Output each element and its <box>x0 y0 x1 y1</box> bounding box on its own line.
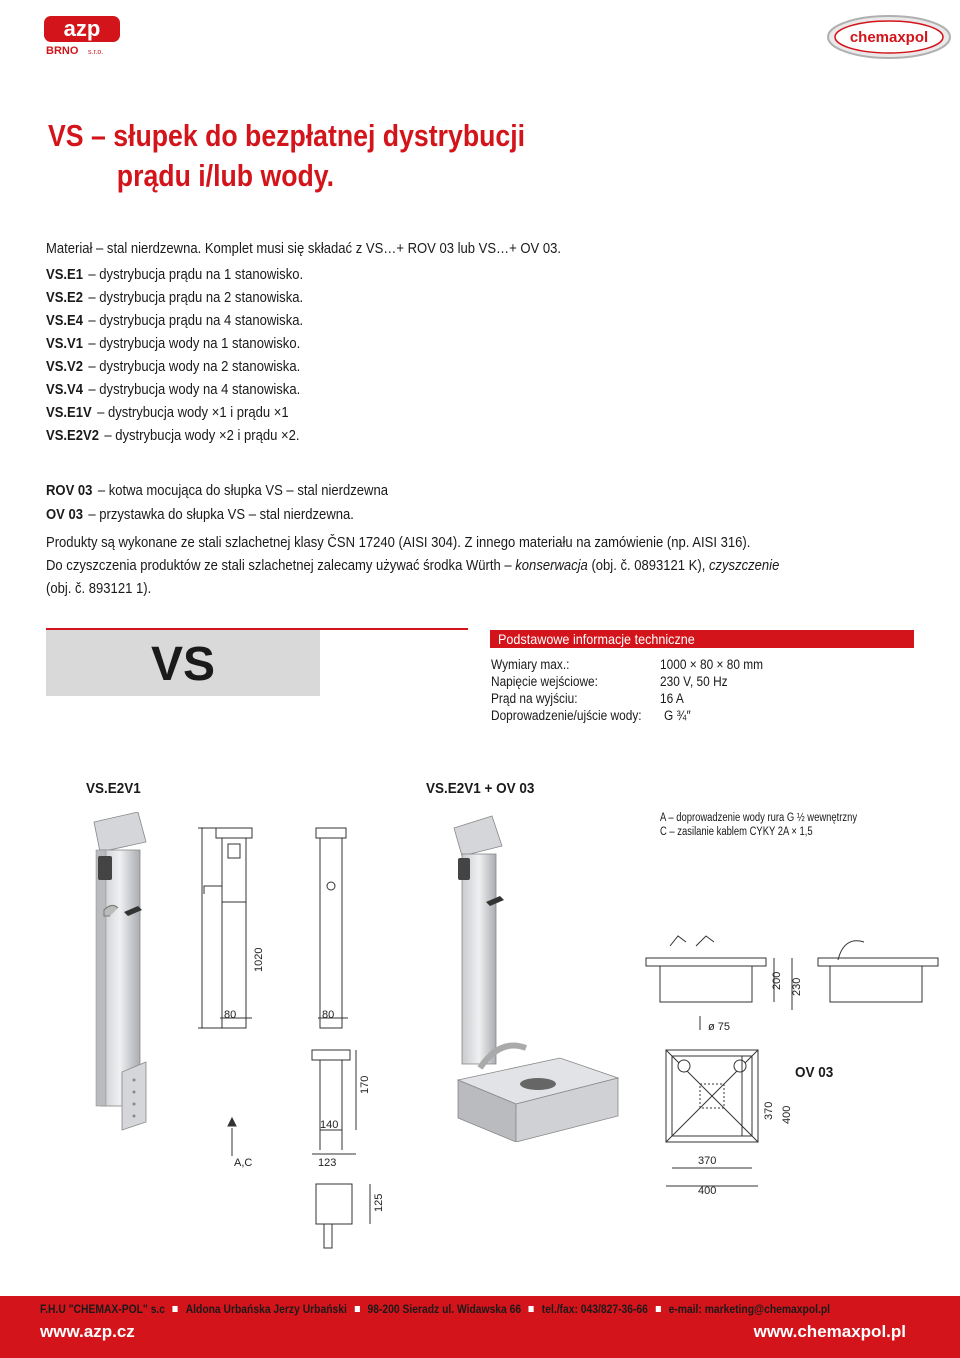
dim-370-v: 370 <box>763 1101 775 1120</box>
chemaxpol-logo-text: chemaxpol <box>849 29 929 46</box>
technical-drawing-basin <box>640 930 940 1205</box>
cleaning-conserve: konserwacja <box>515 558 588 574</box>
material-note: Materiał – stal nierdzewna. Komplet musi się składać z VS…+ ROV 03 lub VS…+ OV 03. <box>46 241 561 257</box>
accessory-desc: – przystawka do słupka VS – stal nierdzewna. <box>88 507 354 523</box>
note-c: C – zasilanie kablem CYKY 2A × 1,5 <box>660 826 813 838</box>
azp-logo-suffix: s.r.o. <box>88 49 104 56</box>
dim-400-h: 400 <box>698 1185 717 1197</box>
variant-item <box>46 287 303 310</box>
info-value-dims: 1000 × 80 × 80 mm <box>660 657 764 672</box>
cleaning-prefix: Do czyszczenia produktów ze stali szlachetnej zalecamy używać środka Würth – <box>46 558 512 574</box>
dim-d75: ø 75 <box>708 1021 731 1033</box>
variant-item <box>46 402 289 425</box>
variant-desc: – dystrybucja wody ×1 i prądu ×1 <box>97 405 289 421</box>
variant-code: VS.V1 <box>46 336 83 352</box>
cleaning-suffix: (obj. č. 893121 1). <box>46 581 152 597</box>
footer-web-right[interactable]: www.chemaxpol.pl <box>753 1322 906 1341</box>
dim-width-1: 80 <box>224 1009 237 1021</box>
variant-desc: – dystrybucja wody na 2 stanowiska. <box>88 359 301 375</box>
products-block <box>46 532 924 601</box>
technical-drawing-pillar <box>180 822 390 1267</box>
variant-desc: – dystrybucja prądu na 4 stanowiska. <box>88 313 304 329</box>
products-note: Produkty są wykonane ze stali szlachetnej klasy ČSN 17240 (AISI 304). Z innego materiału na zamówienie (np. AISI 316). <box>46 535 751 551</box>
dim-230: 230 <box>791 977 803 996</box>
accessory-item <box>46 480 388 503</box>
page-title <box>48 116 525 196</box>
info-value-water: G ¾″ <box>664 708 691 723</box>
variant-desc: – dystrybucja wody na 4 stanowiska. <box>88 382 301 398</box>
variant-item <box>46 379 300 402</box>
info-label-voltage: Napięcie wejściowe: <box>491 674 598 689</box>
dim-400-v: 400 <box>781 1105 793 1124</box>
footer-web-left[interactable]: www.azp.cz <box>40 1322 135 1341</box>
footer-company: F.H.U "CHEMAX-POL" s.c <box>40 1302 166 1316</box>
cleaning-mid: (obj. č. 0893121 K), <box>591 558 706 574</box>
variant-desc: – dystrybucja prądu na 2 stanowiska. <box>88 290 304 306</box>
footer-phone: tel./fax: 043/827-36-66 <box>541 1302 648 1316</box>
title-line-1: VS – słupek do bezpłatnej dystrybucji <box>48 118 526 153</box>
footer-email[interactable]: e-mail: marketing@chemaxpol.pl <box>668 1302 831 1316</box>
info-heading <box>490 630 914 648</box>
bullet-icon <box>656 1306 661 1312</box>
footer-contact <box>40 1302 830 1316</box>
variant-code: VS.V2 <box>46 359 83 375</box>
variant-item <box>46 333 300 356</box>
variant-item <box>46 264 303 287</box>
info-heading-text: Podstawowe informacje techniczne <box>498 631 695 647</box>
accessory-code: ROV 03 <box>46 483 93 499</box>
variant-code: VS.E4 <box>46 313 83 329</box>
dim-123: 123 <box>318 1157 337 1169</box>
dim-170: 170 <box>359 1075 371 1094</box>
info-value-voltage: 230 V, 50 Hz <box>660 674 728 689</box>
dim-200: 200 <box>771 971 783 990</box>
cleaning-clean: czyszczenie <box>708 558 780 574</box>
variant-desc: – dystrybucja prądu na 1 stanowisko. <box>88 267 304 283</box>
variant-item <box>46 310 303 333</box>
accessory-item <box>46 504 354 527</box>
info-label-dims: Wymiary max.: <box>491 657 570 672</box>
cleaning-note <box>46 555 924 578</box>
azp-logo-sub: BRNO <box>46 45 79 56</box>
note-a: A – doprowadzenie wody rura G ½ wewnętrzny <box>660 812 858 824</box>
azp-logo-text: azp <box>63 16 101 41</box>
accessory-code: OV 03 <box>46 507 83 523</box>
dim-140: 140 <box>320 1119 339 1131</box>
title-line-2: prądu i/lub wody. <box>116 158 335 193</box>
basin-illustration <box>440 812 640 1147</box>
variant-code: VS.E2V2 <box>46 428 99 444</box>
accessory-desc: – kotwa mocująca do słupka VS – stal nierdzewna <box>97 483 388 499</box>
info-label-current: Prąd na wyjściu: <box>491 691 578 706</box>
dim-height: 1020 <box>253 947 265 972</box>
variant-desc: – dystrybucja wody na 1 stanowisko. <box>88 336 301 352</box>
bullet-icon <box>529 1306 534 1312</box>
footer-address: 98-200 Sieradz ul. Widawska 66 <box>367 1302 522 1316</box>
variant-desc: – dystrybucja wody ×2 i prądu ×2. <box>104 428 300 444</box>
product-label: VS <box>150 638 216 691</box>
variant-code: VS.V4 <box>46 382 83 398</box>
dim-ac: A,C <box>234 1157 253 1169</box>
variant-code: VS.E1 <box>46 267 83 283</box>
section-ov-title: OV 03 <box>795 1064 834 1081</box>
footer-owners: Aldona Urbańska Jerzy Urbański <box>185 1302 347 1316</box>
pillar-illustration <box>82 812 172 1137</box>
dim-125: 125 <box>373 1193 385 1212</box>
variant-code: VS.E2 <box>46 290 83 306</box>
variant-code: VS.E1V <box>46 405 92 421</box>
bullet-icon <box>173 1306 178 1312</box>
section-left-title: VS.E2V1 <box>86 780 141 797</box>
dim-370-h: 370 <box>698 1155 717 1167</box>
bullet-icon <box>355 1306 360 1312</box>
variant-item <box>46 425 300 448</box>
variant-item <box>46 356 300 379</box>
chemaxpol-logo <box>826 14 952 60</box>
dim-width-2: 80 <box>322 1009 335 1021</box>
info-label-water: Doprowadzenie/ujście wody: <box>491 708 642 723</box>
section-right-title: VS.E2V1 + OV 03 <box>426 780 535 797</box>
azp-logo <box>44 16 128 56</box>
info-value-current: 16 A <box>660 691 684 706</box>
